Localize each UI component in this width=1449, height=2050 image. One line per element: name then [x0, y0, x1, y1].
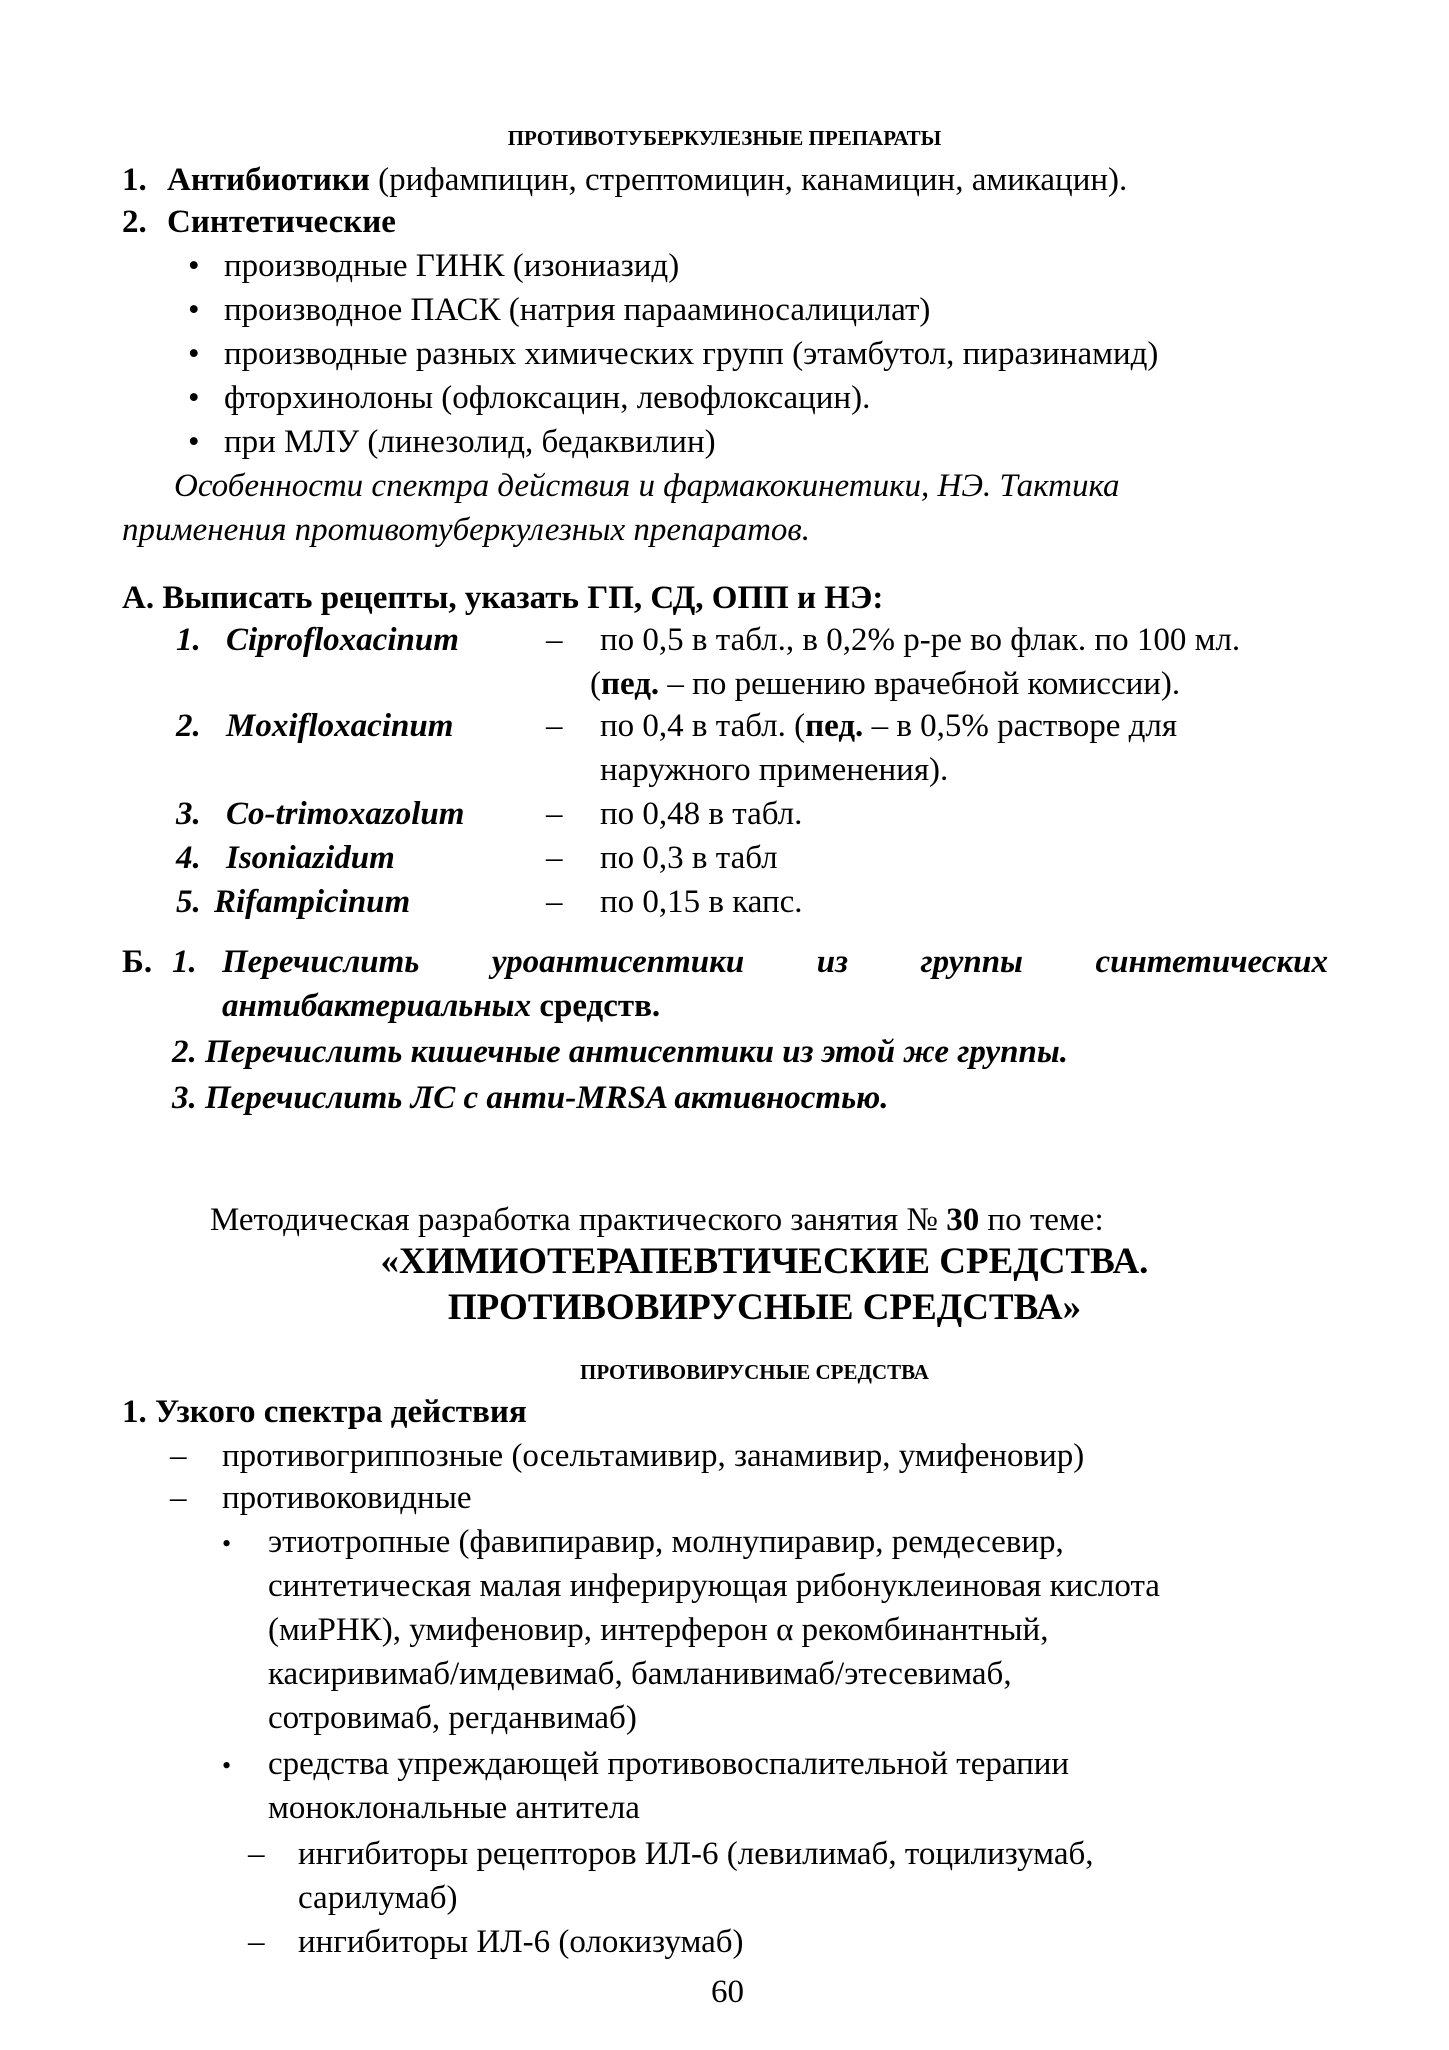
sub-item-line: средства упреждающей противовоспалительной терапии — [268, 1746, 1070, 1782]
rx-description: по 0,15 в капс. — [600, 884, 803, 920]
list-item-narrow-spectrum: 1. Узкого спектра действия — [122, 1394, 527, 1430]
part-b-q1-line2: антибактериальных средств. — [222, 988, 661, 1024]
sub-item-line: этиотропные (фавипиравир, молнупиравир, ремдесевир, — [268, 1524, 1064, 1560]
bullet-icon: • — [188, 380, 200, 416]
rx-number: 5. — [176, 884, 201, 920]
bullet-item: производное ПАСК (натрия парааминосалицилат) — [224, 292, 931, 328]
bullet-item: фторхинолоны (офлоксацин, левофлоксацин). — [224, 380, 871, 416]
sub-item-line: касиривимаб/имдевимаб, бамланивимаб/этесевимаб, — [268, 1656, 1012, 1692]
rx-description: по 0,48 в табл. — [600, 796, 803, 832]
lesson-title-line1: «ХИМИОТЕРАПЕВТИЧЕСКИЕ СРЕДСТВА. — [380, 1241, 1149, 1282]
part-b-q3: 3. Перечислить ЛС с анти-MRSA активностью. — [172, 1080, 889, 1116]
section-title-antitb: ПРОТИВОТУБЕРКУЛЕЗНЫЕ ПРЕПАРАТЫ — [507, 126, 942, 150]
bullet-item: при МЛУ (линезолид, бедаквилин) — [224, 424, 716, 460]
rx-drug-name: Rifampicinum — [214, 884, 411, 920]
part-a-heading: А. Выписать рецепты, указать ГП, СД, ОПП и НЭ: — [122, 580, 884, 616]
rx-dash: – — [546, 796, 563, 832]
lesson-intro: Методическая разработка практического занятия № 30 по теме: — [210, 1202, 1104, 1238]
sub-item-line: моноклональные антитела — [268, 1790, 640, 1826]
lesson-title-line2: ПРОТИВОВИРУСНЫЕ СРЕДСТВА» — [447, 1287, 1082, 1328]
sub-item-line: (миРНК), умифеновир, интерферон α рекомбинантный, — [268, 1612, 1049, 1648]
dash-icon: – — [170, 1480, 187, 1516]
rx-drug-name: Isoniazidum — [226, 840, 395, 876]
rx-dash: – — [546, 884, 563, 920]
dash-icon: – — [248, 1924, 265, 1960]
rx-dash: – — [546, 622, 563, 658]
bullet-icon: • — [222, 1529, 232, 1558]
rx-description-cont: (пед. – по решению врачебной комиссии). — [590, 666, 1181, 702]
rx-dash: – — [546, 708, 563, 744]
bullet-item: производные разных химических групп (этамбутол, пиразинамид) — [224, 336, 1159, 372]
sub-dash-item: ингибиторы ИЛ-6 (олокизумаб) — [298, 1924, 744, 1960]
note-text-line2: применения противотуберкулезных препаратов. — [122, 512, 810, 548]
list-item-antibiotics: 1. Антибиотики (рифампицин, стрептомицин, канамицин, амикацин). — [122, 162, 1128, 198]
rx-drug-name: Co-trimoxazolum — [226, 796, 465, 832]
rx-drug-name: Ciprofloxacinum — [226, 622, 459, 658]
part-b-q1-line1: Перечислить уроантисептики из группы синтетических — [222, 944, 1328, 980]
rx-drug-name: Moxifloxacinum — [226, 708, 454, 744]
rx-number: 2. — [176, 708, 201, 744]
rx-number: 4. — [176, 840, 201, 876]
rx-description: по 0,4 в табл. (пед. – в 0,5% растворе для — [600, 708, 1178, 744]
dash-item: противоковидные — [222, 1480, 472, 1516]
bullet-icon: • — [188, 336, 200, 372]
rx-description-cont: наружного применения). — [600, 752, 949, 788]
list-item-synthetic: 2. Синтетические — [122, 204, 396, 240]
page-number: 60 — [711, 1974, 744, 2010]
rx-description: по 0,5 в табл., в 0,2% р-ре во флак. по 100 мл. — [600, 622, 1241, 658]
sub-item-line: сотровимаб, регданвимаб) — [268, 1700, 637, 1736]
rx-number: 1. — [176, 622, 201, 658]
dash-icon: – — [248, 1836, 265, 1872]
part-b-q2: 2. Перечислить кишечные антисептики из этой же группы. — [172, 1034, 1068, 1070]
dash-icon: – — [170, 1438, 187, 1474]
bullet-icon: • — [188, 248, 200, 284]
bullet-icon: • — [222, 1751, 232, 1780]
part-b-letter: Б. — [122, 944, 153, 980]
note-text-line1: Особенности спектра действия и фармакокинетики, НЭ. Тактика — [174, 468, 1120, 504]
sub-item-line: синтетическая малая инферирующая рибонуклеиновая кислота — [268, 1568, 1160, 1604]
bullet-icon: • — [188, 424, 200, 460]
rx-number: 3. — [176, 796, 201, 832]
rx-dash: – — [546, 840, 563, 876]
bullet-item: производные ГИНК (изониазид) — [224, 248, 680, 284]
sub-dash-item-cont: сарилумаб) — [298, 1880, 458, 1916]
part-b-q1-number: 1. — [172, 944, 197, 980]
bullet-icon: • — [188, 292, 200, 328]
section-title-antiviral: ПРОТИВОВИРУСНЫЕ СРЕДСТВА — [580, 1360, 929, 1384]
rx-description: по 0,3 в табл — [600, 840, 778, 876]
dash-item: противогриппозные (осельтамивир, занамивир, умифеновир) — [222, 1438, 1085, 1474]
sub-dash-item: ингибиторы рецепторов ИЛ-6 (левилимаб, тоцилизумаб, — [298, 1836, 1094, 1872]
